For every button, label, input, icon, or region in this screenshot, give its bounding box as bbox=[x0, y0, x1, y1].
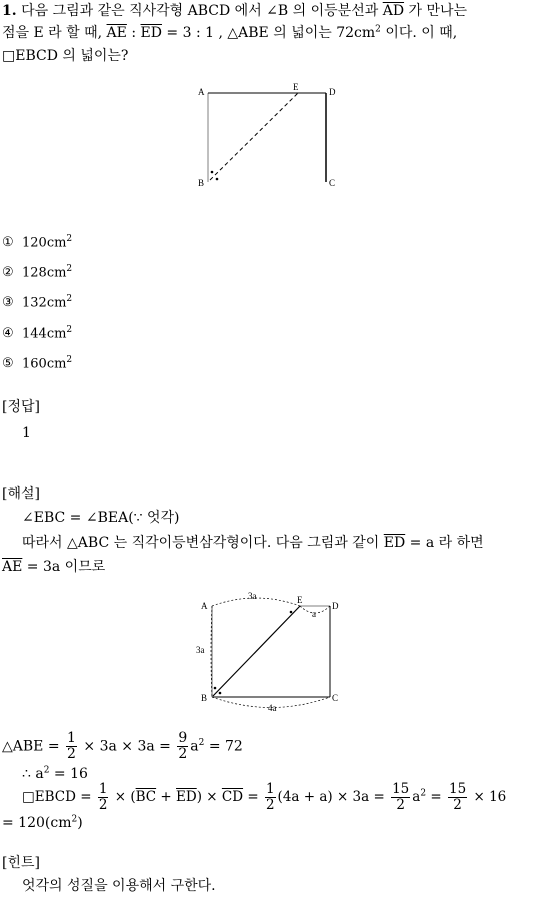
choice-3[interactable] bbox=[2, 293, 72, 313]
fig2-label-c: C bbox=[332, 693, 339, 703]
answer-heading: [정답] bbox=[2, 399, 40, 415]
eq3-var: a bbox=[412, 789, 421, 806]
eq4-close: ) bbox=[77, 815, 83, 831]
question-text-1-end: 가 만나는 bbox=[408, 3, 468, 19]
fig2-label-d: D bbox=[332, 601, 339, 611]
eq1-f1-num: 1 bbox=[67, 730, 76, 746]
figure-rectangle-1 bbox=[0, 82, 534, 192]
eq3-f3-num: 15 bbox=[392, 781, 410, 797]
eq3-fraction-4 bbox=[448, 782, 467, 813]
eq3-fraction-3 bbox=[391, 782, 410, 813]
eq1-f1-den: 2 bbox=[67, 746, 76, 763]
hint-heading: [힌트] bbox=[2, 855, 40, 871]
choice-sup: 2 bbox=[66, 325, 73, 335]
equation-3 bbox=[22, 782, 534, 813]
choice-sup: 2 bbox=[66, 294, 73, 304]
eq3-equals-2: = bbox=[430, 789, 442, 806]
choice-4[interactable] bbox=[2, 324, 72, 344]
question-text-2-end: 이다. 이 때, bbox=[385, 25, 458, 41]
eq1-fraction-2 bbox=[177, 731, 188, 763]
solution-line-1: ∠EBC = ∠BEA(∵ 엇각) bbox=[22, 510, 180, 526]
choice-value: 132cm bbox=[22, 295, 67, 311]
segment-ed: $\overline{ED}$ bbox=[140, 25, 162, 41]
eq3-f2-num: 1 bbox=[265, 781, 275, 797]
equation-1 bbox=[2, 731, 243, 763]
segment-ed: $\overline{ED}$ bbox=[176, 789, 197, 806]
fig2-label-b: B bbox=[201, 693, 208, 703]
eq3-mid: (4a + a) × 3a = bbox=[277, 789, 385, 806]
choice-number: ③ bbox=[2, 295, 14, 311]
choice-value: 160cm bbox=[22, 356, 67, 372]
fig2-angle-dot-1 bbox=[214, 687, 217, 690]
eq3-plus: + bbox=[160, 789, 172, 806]
fig1-label-b: B bbox=[198, 178, 205, 188]
eq3-f1-num: 1 bbox=[98, 781, 108, 797]
eq1-right: = 72 bbox=[208, 738, 243, 755]
figure-rectangle-2 bbox=[0, 592, 534, 712]
solution-text-2: 따라서 △ABC 는 직각이등변삼각형이다. 다음 그림과 같이 bbox=[22, 535, 380, 551]
eq2-sup: 2 bbox=[43, 765, 50, 776]
segment-bc: $\overline{BC}$ bbox=[135, 789, 157, 806]
eq3-f1-den: 2 bbox=[98, 796, 108, 813]
area-superscript: 2 bbox=[375, 24, 381, 35]
segment-ad: $\overline{AD}$ bbox=[382, 3, 405, 19]
eq1-f2-den: 2 bbox=[178, 746, 188, 763]
eq2-text: ∴ a bbox=[22, 766, 44, 782]
ratio-colon: : bbox=[131, 25, 137, 41]
eq1-fraction-1 bbox=[66, 731, 77, 763]
choice-value: 120cm bbox=[22, 235, 67, 251]
fig1-bisector-be bbox=[210, 93, 298, 180]
fig2-label-3a-top: 3a bbox=[248, 592, 257, 601]
choice-number: ⑤ bbox=[2, 356, 14, 372]
fig1-label-a: A bbox=[198, 87, 205, 97]
question-line-2 bbox=[2, 23, 457, 44]
eq3-f4-den: 2 bbox=[453, 796, 462, 813]
choice-number: ④ bbox=[2, 326, 14, 342]
choice-2[interactable] bbox=[2, 263, 72, 283]
question-number: 1. bbox=[2, 3, 17, 19]
choice-sup: 2 bbox=[66, 234, 73, 244]
fig2-angle-dot-2 bbox=[219, 692, 222, 695]
eq3-equals: = bbox=[247, 789, 259, 806]
fig1-label-d: D bbox=[329, 87, 336, 97]
choice-1[interactable] bbox=[2, 233, 72, 253]
eq4-sup: 2 bbox=[71, 814, 78, 825]
fig1-angle-dot-2 bbox=[216, 178, 219, 181]
eq1-f2-num: 9 bbox=[178, 730, 188, 746]
question-line-1 bbox=[2, 1, 532, 22]
solution-line-2 bbox=[22, 533, 484, 554]
eq3-sup: 2 bbox=[420, 788, 427, 799]
fig2-label-a-top: a bbox=[312, 609, 316, 619]
eq1-left: △ABE = bbox=[2, 738, 60, 755]
segment-ae: $\overline{AE}$ bbox=[106, 25, 127, 41]
eq3-times: × ( bbox=[114, 789, 136, 806]
eq1-var: a bbox=[190, 738, 199, 755]
fig2-label-3a-side: 3a bbox=[196, 645, 205, 655]
solution-eq-ed: = a 라 하면 bbox=[409, 535, 484, 551]
choice-number: ② bbox=[2, 265, 14, 281]
eq3-f3-den: 2 bbox=[396, 796, 405, 813]
eq3-f4-num: 15 bbox=[448, 781, 467, 797]
solution-text-3: = 3a 이므로 bbox=[26, 559, 106, 575]
fig2-label-e: E bbox=[297, 595, 303, 605]
fig2-angle-dot-3 bbox=[290, 611, 293, 614]
eq1-sup: 2 bbox=[198, 738, 205, 749]
eq3-end: × 16 bbox=[473, 789, 507, 806]
eq1-mid: × 3a × 3a = bbox=[83, 738, 171, 755]
choice-value: 128cm bbox=[22, 265, 67, 281]
hint-text: 엇각의 성질을 이용해서 구한다. bbox=[22, 878, 216, 894]
eq2-right: = 16 bbox=[53, 766, 88, 782]
eq3-left: □EBCD = bbox=[22, 789, 92, 806]
fig1-label-c: C bbox=[329, 178, 336, 188]
eq3-close: ) × bbox=[196, 789, 218, 806]
segment-ed: $\overline{ED}$ bbox=[383, 535, 406, 551]
solution-heading: [해설] bbox=[2, 486, 40, 502]
segment-cd: $\overline{CD}$ bbox=[221, 789, 244, 806]
choice-sup: 2 bbox=[66, 264, 73, 274]
question-text-1: 다음 그림과 같은 직사각형 ABCD 에서 ∠B 의 이등분선과 bbox=[21, 3, 379, 19]
fig1-angle-dot-1 bbox=[211, 171, 214, 174]
segment-ae: $\overline{AE}$ bbox=[2, 559, 23, 575]
answer-value: 1 bbox=[22, 425, 31, 441]
choice-5[interactable] bbox=[2, 354, 72, 374]
eq3-fraction-1 bbox=[98, 782, 109, 813]
solution-line-3 bbox=[2, 557, 105, 578]
eq3-fraction-2 bbox=[265, 782, 276, 813]
fig2-bisector-be bbox=[213, 606, 300, 696]
question-text-2: 점을 E 라 할 때, bbox=[2, 25, 103, 41]
equation-4 bbox=[2, 813, 83, 834]
question-line-3: □EBCD 의 넓이는? bbox=[2, 48, 129, 64]
choice-value: 144cm bbox=[22, 326, 67, 342]
ratio-value: = 3 : 1 , △ABE 의 넓이는 72cm bbox=[166, 25, 376, 41]
fig1-label-e: E bbox=[293, 82, 299, 92]
fig2-label-4a: 4a bbox=[268, 703, 277, 712]
eq3-f2-den: 2 bbox=[265, 796, 275, 813]
fig2-label-a: A bbox=[201, 601, 208, 611]
eq4-text: = 120(cm bbox=[2, 815, 72, 831]
choice-number: ① bbox=[2, 235, 14, 251]
choice-sup: 2 bbox=[66, 355, 73, 365]
